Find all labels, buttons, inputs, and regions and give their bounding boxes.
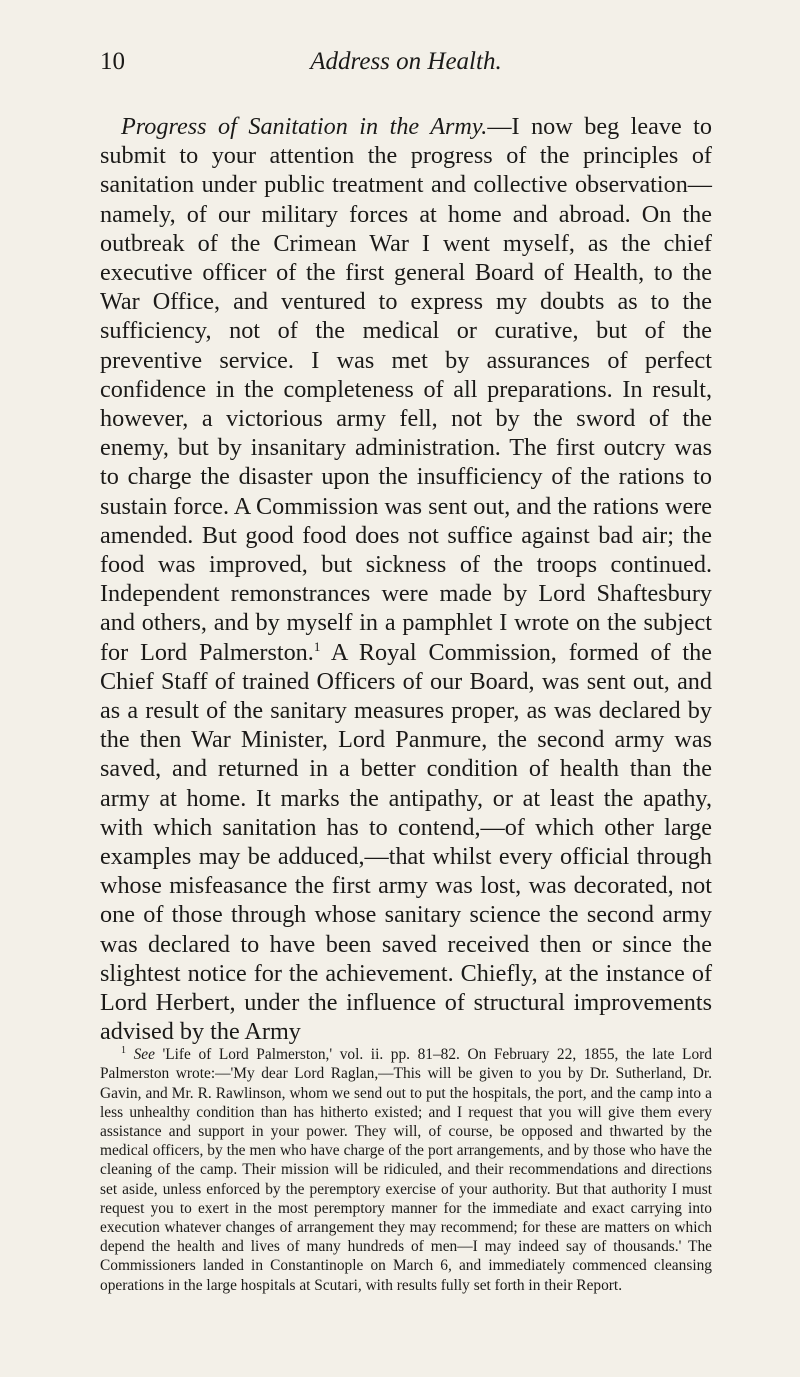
body-text-part-2: A Royal Commission, formed of the Chief Staff of trained Officers of our Board, was sent out, and as a result of the sanitary measures proper, as was declared by the then War Minister, Lord Panmure, the second army was saved, and returned in a better condition of health than the army at home. It marks the antipathy, or at least the apathy, with which sanitation has to contend,—of which other large examples may be adduced,—that whilst every official through whose misfeasance the first army was lost, was decorated, not one of those through whose sanitary science the second army was declared to have been saved received then or since the slightest notice for the achievement. Chiefly, at the instance of Lord Herbert, under the influence of structural improvements advised by the Army (100, 638, 712, 1046)
footnote-marker: 1 (121, 1045, 126, 1056)
page-number: 10 (100, 48, 125, 75)
body-paragraph (100, 112, 712, 1047)
body-text-part-1: —I now beg leave to submit to your attention the progress of the principles of sanitation under public treatment and collective observation—namely, of our military forces at home and abroad. On the outbreak of the Crimean War I went myself, as the chief executive officer of the first general Board of Health, to the War Office, and ventured to express my doubts as to the sufficiency, not of the medical or curative, but of the preventive service. I was met by assurances of perfect confidence in the completeness of all preparations. In result, however, a victorious army fell, not by the sword of the enemy, but by insanitary administration. The first outcry was to charge the disaster upon the insufficiency of the rations to sustain force. A Commission was sent out, and the rations were amended. But good food does not suffice against bad air; the food was improved, but sickness of the troops continued. Independent remonstrances were made by Lord Shaftesbury and others, and by myself in a pamphlet I wrote on the subject for Lord Palmerston. (100, 113, 712, 666)
running-head: Address on Health. (310, 48, 502, 75)
footnote-see: See (133, 1046, 155, 1064)
footnote (100, 1041, 712, 1295)
footnote-text: 'Life of Lord Palmerston,' vol. ii. pp. 81–82. On February 22, 1855, the late Lord Palmerston wrote:—'My dear Lord Raglan,—This will be given to you by Dr. Sutherland, Dr. Gavin, and Mr. R. Rawlinson, whom we send out to put the hospitals, the port, and the camp into a less unhealthy condition than has hitherto existed; and I request that you will give them every assistance and support in your power. They will, of course, be opposed and thwarted by the medical officers, by the men who have charge of the port arrangements, and by those who have the cleaning of the camp. Their mission will be ridiculed, and their recommendations and directions set aside, unless enforced by the peremptory exercise of your authority. But that authority I must request you to exert in the most peremptory manner for the immediate and exact carrying into execution whatever changes of arrangement they may recommend; for these are matters on which depend the health and lives of many hundreds of men—I may indeed say of thousands.' The Commissioners landed in Constantinople on March 6, and immediately commenced cleansing operations in the large hospitals at Scutari, with results fully set forth in their Report. (100, 1046, 712, 1294)
footnote-reference: 1 (313, 638, 321, 654)
section-title: Progress of Sanitation in the Army. (121, 113, 488, 140)
page-header (100, 48, 712, 88)
